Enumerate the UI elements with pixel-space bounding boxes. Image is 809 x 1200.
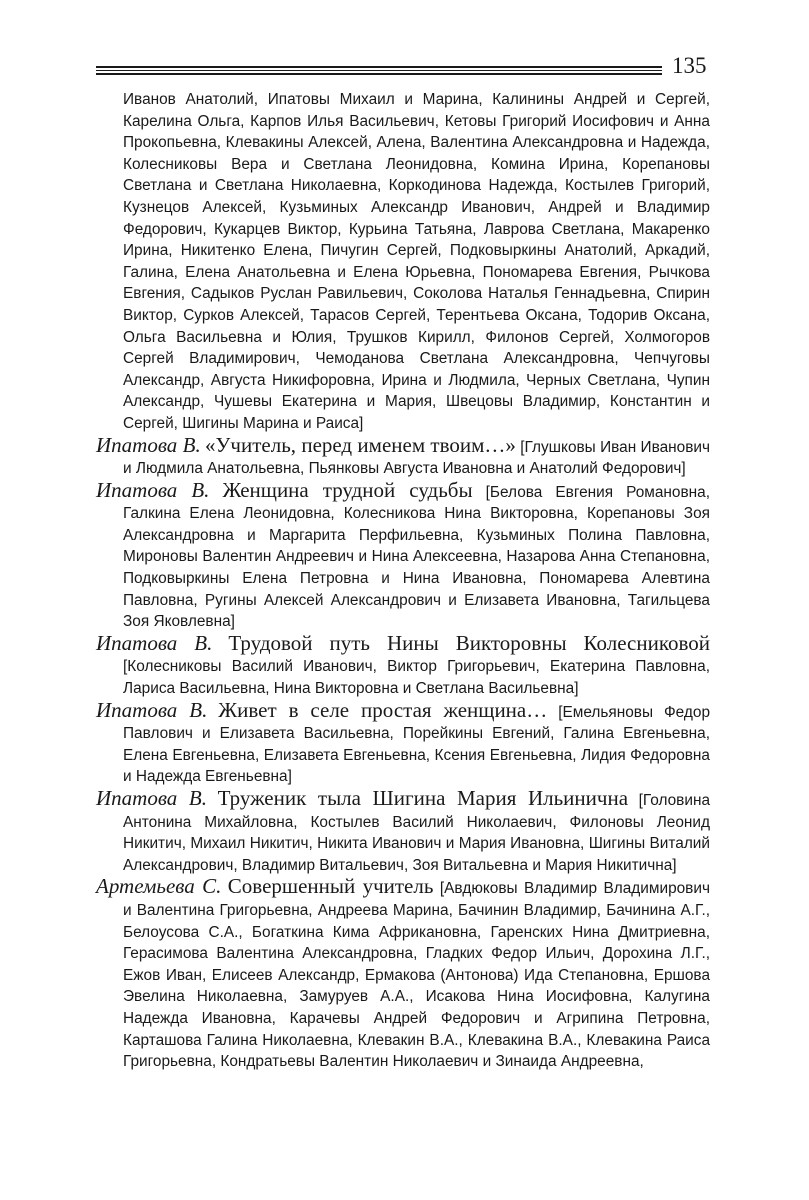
entry-title: Трудовой путь Нины Викторовны Колесниковой <box>228 630 710 655</box>
page-body <box>96 89 710 1073</box>
entry-author: Ипатова В. <box>96 786 207 810</box>
header-rule <box>96 70 662 71</box>
bibliography-entry <box>96 432 711 480</box>
entry-title: Живет в селе простая женщина… <box>218 697 548 722</box>
entry-title: Женщина трудной судьбы <box>222 477 473 502</box>
header-rule <box>96 66 662 68</box>
entry-people: [Емельяновы Федор Павлович и Елизавета Васильевна, Порейкины Евгений, Галина Евгеньевна, Елена Евгеньевна, Елизавета Евгеньевна, Ксения Евгеньевна, Лидия Федоровна и Надежда Евгеньевна] <box>123 703 711 786</box>
entry-author: Ипатова В. <box>96 477 210 502</box>
entry-title: «Учитель, перед именем твоим…» <box>205 432 516 457</box>
page-header <box>0 0 809 90</box>
page-number: 135 <box>672 53 707 78</box>
entry-author: Ипатова В. <box>96 432 201 457</box>
entry-people: [Белова Евгения Романовна, Галкина Елена Леонидовна, Колесникова Нина Викторовна, Корепановы Зоя Александровна и Маргарита Перфильевна, Кузьминых Полина Павловна, Мироновы Валентин Андреевич и Нина Алексеевна, Назарова Анна Степановна, Подковыркины Елена Петровна и Нина Ивановна, Пономарева Алевтина Павловна, Ругины Алексей Александрович и Елизавета Ивановна, Тагильцева Зоя Яковлевна] <box>123 483 710 631</box>
bibliography-entry <box>96 876 710 1072</box>
entry-author: Артемьева С. <box>96 874 222 899</box>
bibliography-entry <box>96 788 710 876</box>
entry-author: Ипатова В. <box>96 697 208 722</box>
header-rule <box>96 73 662 75</box>
continuation-paragraph: Иванов Анатолий, Ипатовы Михаил и Марина, Калинины Андрей и Сергей, Карелина Ольга, Карпов Илья Васильевич, Кетовы Григорий Иосифович и Анна Прокопьевна, Клевакины Алексей, Алена, Валентина Александровна и Надежда, Колесниковы Вера и Светлана Леонидовна, Комина Ирина, Корепановы Светлана и Светлана Николаевна, Коркодинова Надежда, Костылев Григорий, Кузнецов Алексей, Кузьминых Александр Иванович, Андрей и Владимир Федорович, Кукарцев Виктор, Курьина Татьяна, Лаврова Светлана, Макаренко Ирина, Никитенко Елена, Пичугин Сергей, Подковыркины Анатолий, Аркадий, Галина, Елена Анатольевна и Елена Юрьевна, Пономарева Евгения, Рычкова Евгения, Садыков Руслан Равильевич, Соколова Наталья Геннадьевна, Спирин Виктор, Сурков Алексей, Тарасов Сергей, Терентьева Оксана, Тодорив Оксана, Ольга Васильевна и Юлия, Трушков Кирилл, Филонов Сергей, Холмогоров Сергей Владимирович, Чемоданова Светлана Александровна, Чепчуговы Александр, Августа Никифоровна, Ирина и Людмила, Черных Светлана, Чупин Александр, Чушевы Екатерина и Мария, Швецовы Владимир, Константин и Сергей, Шигины Марина и Раиса] <box>123 91 710 432</box>
entry-people: [Глушковы Иван Иванович и Людмила Анатольевна, Пьянковы Августа Ивановна и Анатолий Федорович] <box>123 438 711 478</box>
entry-people: [Авдюковы Владимир Владимирович и Валентина Григорьевна, Андреева Марина, Бачинин Владимир, Бачинина А.Г., Белоусова С.А., Богаткина Кима Африкановна, Гаренских Нина Дмитриевна, Герасимова Валентина Александровна, Гладких Федор Ильич, Дорохина Л.Г., Ежов Иван, Елисеев Александр, Ермакова (Антонова) Ида Степановна, Ершова Эвелина Николаевна, Замуруев А.А., Исакова Нина Иосифовна, Калугина Надежда Ивановна, Карачевы Андрей Федорович и Агрипина Петровна, Карташова Галина Николаевна, Клевакин В.А., Клевакина В.А., Клевакина Раиса Григорьевна, Кондратьевы Валентин Николаевич и Зинаида Андреевна, <box>123 880 710 1071</box>
entry-title: Совершенный учитель <box>227 874 434 899</box>
entry-people: [Колесниковы Василий Иванович, Виктор Григорьевич, Екатерина Павловна, Лариса Васильевна, Нина Викторовна и Светлана Васильевна] <box>123 658 710 698</box>
entry-people: [Головина Антонина Михайловна, Костылев Василий Николаевич, Филоновы Леонид Никитич, Михаил Никитич, Никита Иванович и Мария Ивановна, Шигины Виталий Александрович, Владимир Витальевич, Зоя Витальевна и Мария Никитична] <box>123 792 711 874</box>
entry-title: Труженик тыла Шигина Мария Ильинична <box>217 786 629 810</box>
bibliography-entry <box>96 477 710 633</box>
entry-author: Ипатова В. <box>96 630 213 655</box>
bibliography-entry <box>96 697 711 788</box>
bibliography-entry <box>96 630 710 700</box>
